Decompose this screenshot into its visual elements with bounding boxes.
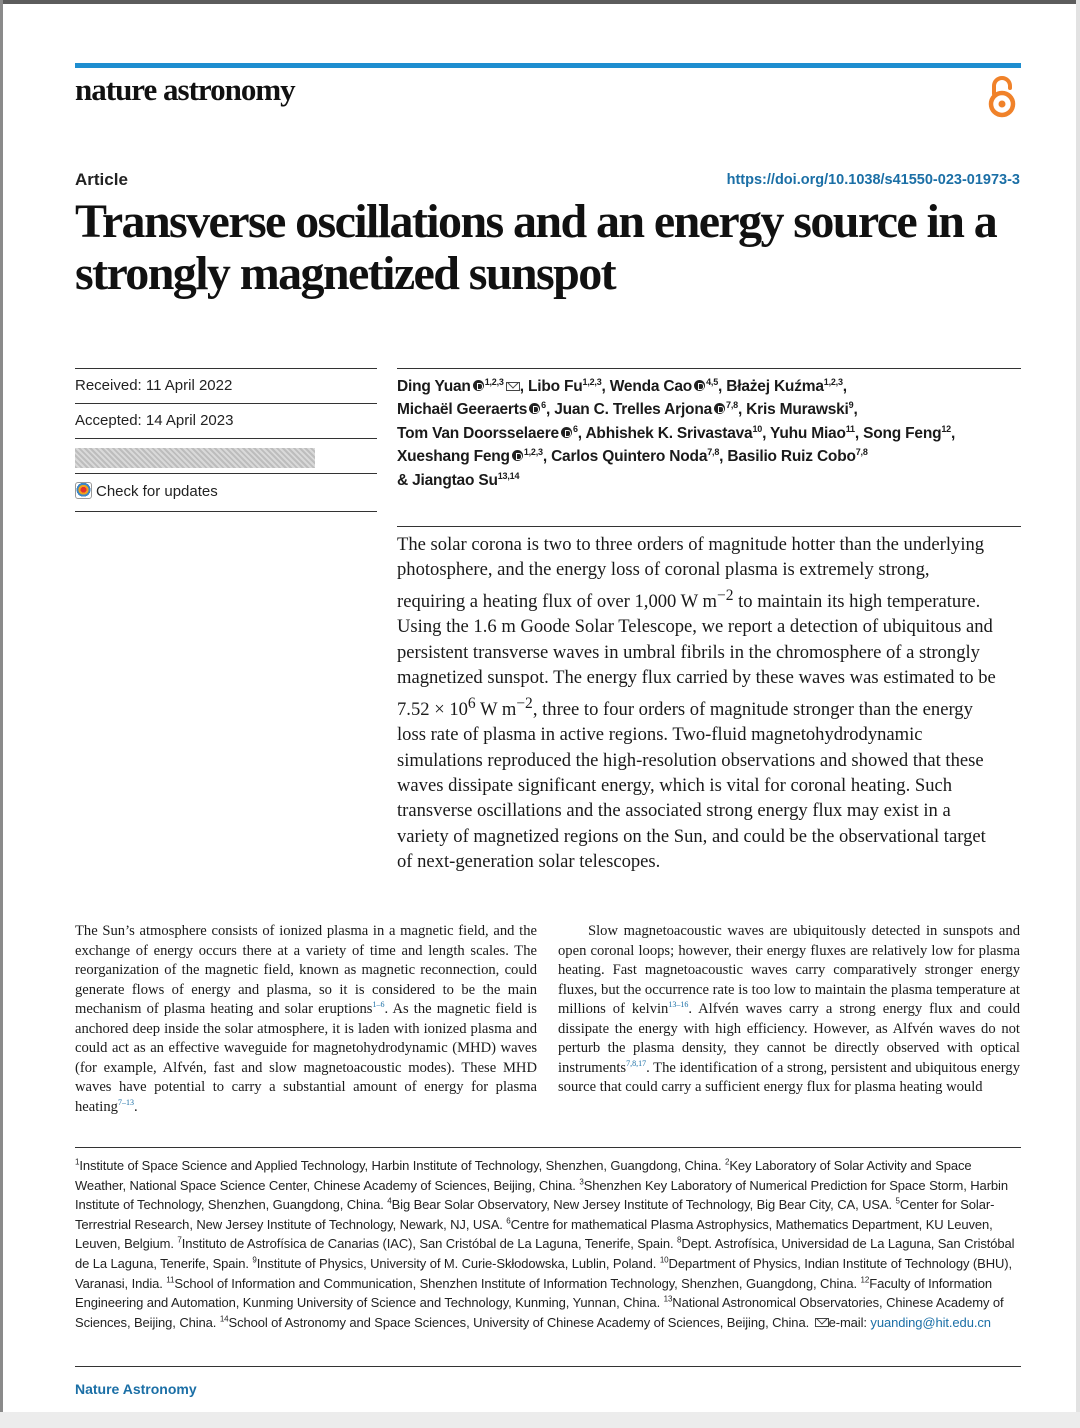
author-name[interactable]: Carlos Quintero Noda: [551, 448, 708, 466]
window-bottom-edge: [0, 1412, 1080, 1428]
reference-link[interactable]: 7–13: [117, 1097, 134, 1107]
author-affiliations: 6: [541, 400, 546, 411]
author-affiliations: 7,8: [707, 447, 720, 458]
author-affiliations: 10: [752, 423, 763, 434]
affiliation-text: Shenzhen Key Laboratory of Numerical Prediction for Space Storm, Harbin Institute of Technology, Shenzhen, Guangdong, China.: [75, 1177, 1008, 1213]
email-icon[interactable]: [506, 382, 520, 391]
affiliation-text: Department of Physics, Indian Institute of Technology (BHU), Varanasi, India.: [75, 1255, 1013, 1291]
author-name[interactable]: Wenda Cao: [609, 378, 693, 395]
author-name[interactable]: Michaël Geeraerts: [397, 401, 528, 419]
journal-accent-bar: [75, 63, 1021, 68]
author-name[interactable]: Ding Yuan: [397, 378, 471, 395]
author-affiliations: 7,8: [855, 447, 868, 458]
author-affiliations: 13,14: [497, 470, 520, 481]
affiliations: [75, 1156, 1021, 1332]
affiliation-number: 13: [663, 1294, 673, 1304]
check-for-updates[interactable]: [75, 473, 377, 512]
affiliation-number: 7: [177, 1236, 182, 1246]
author-name[interactable]: Yuhu Miao: [770, 424, 846, 442]
abstract-text: to maintain its high temperature. Using the 1.6 m Goode Solar Telescope, we report a detection of ubiquitous and persistent transverse waves in umbral fibrils in the chromosphere of a strongly magnetized sunspot. The energy flux carried by these waves was estimated to be 7.52 × 10: [397, 591, 996, 720]
window-right-edge: [1076, 0, 1080, 1428]
author-name[interactable]: Basilio Ruiz Cobo: [727, 448, 856, 466]
body-text: The Sun’s atmosphere consists of ionized plasma in a magnetic field, and the exchange of energy occurs there at a variety of time and length scales. The reorganization of the magnetic field, known as magnetic reconnection, could generate flows of energy and plasma, so it is considered to be the main mechanism of plasma heating and solar eruptions: [75, 923, 537, 1017]
affiliation-text: School of Astronomy and Space Sciences, University of Chinese Academy of Sciences, Beijing, China.: [228, 1314, 813, 1330]
abstract-text: The solar corona is two to three orders of magnitude hotter than the underlying photosphere, and the energy loss of coronal plasma is extremely strong, requiring a heating flux of over 1,000 W m: [397, 534, 985, 612]
author-name[interactable]: Song Feng: [863, 424, 942, 442]
affiliation-text: Dept. Astrofísica, Universidad de La Laguna, San Cristóbal de La Laguna, Tenerife, Spain.: [75, 1236, 1015, 1271]
affiliation-text: National Astronomical Observatories, Chinese Academy of Sciences, Beijing, China.: [75, 1295, 1004, 1330]
email-label: e-mail:: [828, 1314, 871, 1330]
author-name[interactable]: & Jiangtao Su: [397, 471, 498, 489]
author-affiliations: 1,2,3: [523, 447, 543, 458]
author-name[interactable]: Libo Fu: [527, 378, 583, 395]
affiliation-text: School of Information and Communication, Shenzhen Institute of Information Technology, Shenzhen, Guangdong, China.: [174, 1275, 861, 1291]
affiliation-number: 12: [860, 1275, 870, 1285]
body-text: Slow magnetoacoustic waves are ubiquitously detected in sunspots and open coronal loops; however, their energy fluxes are relatively low for plasma heating. Fast magnetoacoustic waves carry comparatively stronger energy fluxes, but the occurrence rate is too low to maintain the plasma temperature at millions of kelvin: [558, 923, 1020, 1017]
affiliation-text: Center for Solar-Terrestrial Research, New Jersey Institute of Technology, Newark, NJ, USA.: [75, 1197, 995, 1232]
author-affiliations: 6: [572, 423, 578, 434]
accepted-date: Accepted: 14 April 2023: [75, 403, 377, 438]
reference-link[interactable]: 13–16: [668, 1000, 689, 1010]
email-icon: [815, 1318, 829, 1327]
orcid-icon[interactable]: [512, 450, 523, 461]
affiliation-number: 4: [387, 1196, 392, 1206]
body-text: . As the magnetic field is anchored deep inside the solar atmosphere, it is laden with ionized plasma and could act as an effective waveguide for magnetohydrodynamic (MHD) waves (for example, Alfvén, fast and slow magnetoacoustic modes). These MHD waves have potential to carry a substantial amount of energy for plasma heating: [75, 1001, 537, 1115]
author-name[interactable]: Xueshang Feng: [397, 448, 510, 466]
orcid-icon[interactable]: [694, 380, 705, 391]
author-affiliations: 9: [848, 400, 854, 411]
window-top-edge: [0, 0, 1080, 4]
author-affiliations: 1,2,3: [484, 376, 504, 387]
abstract-rule: [397, 526, 1021, 527]
affiliation-number: 14: [219, 1314, 229, 1324]
affiliation-number: 9: [252, 1255, 257, 1265]
body-column-right: [558, 922, 1020, 1098]
author-name[interactable]: Juan C. Trelles Arjona: [554, 401, 713, 419]
affiliation-text: Instituto de Astrofísica de Canarias (IAC), San Cristóbal de La Laguna, Tenerife, Spain.: [181, 1236, 677, 1252]
published-date-row: [75, 438, 377, 473]
open-access-icon[interactable]: [986, 74, 1018, 120]
author-affiliations: 11: [845, 423, 855, 434]
authors-rule: [397, 368, 1021, 369]
author-affiliations: 4,5: [706, 376, 719, 387]
affiliation-text: Big Bear Solar Observatory, New Jersey Institute of Technology, Big Bear City, CA, USA.: [391, 1197, 896, 1213]
affiliation-text: Institute of Space Science and Applied Technology, Harbin Institute of Technology, Shenzhen, Guangdong, China.: [79, 1158, 725, 1173]
affiliation-number: 11: [166, 1275, 175, 1285]
body-text: . Alfvén waves carry a strong energy flux and could dissipate the energy with high efficiency. However, as Alfvén waves do not perturb the plasma density, they cannot be directly observed with optical instruments: [558, 1001, 1020, 1076]
affiliation-number: 10: [659, 1255, 669, 1265]
footer-rule: [75, 1366, 1021, 1367]
abstract-superscript: −2: [516, 694, 533, 712]
check-updates-icon: [75, 482, 92, 499]
affiliation-number: 5: [895, 1196, 900, 1206]
affiliation-text: Centre for mathematical Plasma Astrophysics, Mathematics Department, KU Leuven, Leuven, Belgium.: [75, 1216, 993, 1252]
affiliation-number: 6: [506, 1216, 511, 1226]
reference-link[interactable]: 7,8,17: [626, 1058, 647, 1068]
window-left-edge: [0, 0, 3, 1428]
author-affiliations: 1,2,3: [823, 376, 843, 387]
body-text: .: [133, 1098, 138, 1115]
affiliation-text: Institute of Physics, University of M. Curie-Skłodowska, Lublin, Poland.: [256, 1255, 660, 1271]
abstract-superscript: −2: [716, 586, 734, 604]
affiliation-number: 1: [75, 1157, 80, 1167]
author-name[interactable]: Kris Murawski: [746, 401, 849, 419]
body-column-left: [75, 922, 537, 1117]
affiliation-text: Faculty of Information Engineering and Automation, Kunming University of Science and Technology, Kunming, Yunnan, China.: [75, 1275, 993, 1311]
footer-journal[interactable]: Nature Astronomy: [75, 1381, 197, 1397]
author-name[interactable]: Abhishek K. Srivastava: [585, 424, 753, 442]
orcid-icon[interactable]: [714, 403, 725, 414]
email-link[interactable]: yuanding@hit.edu.cn: [870, 1314, 991, 1330]
reference-link[interactable]: 1–6: [372, 1000, 385, 1010]
orcid-icon[interactable]: [561, 427, 572, 438]
journal-name[interactable]: nature astronomy: [75, 72, 295, 107]
author-affiliations: 1,2,3: [582, 376, 602, 387]
abstract-text: , three to four orders of magnitude stronger than the energy loss rate of plasma in active regions. Two-fluid magnetohydrodynamic simulations reproduced the high-resolution observations and showed that these waves dissipate significant energy, which is vital for coronal heating. Such transverse oscillations and the associated strong energy flux may exist in a variety of magnetized regions on the Sun, and could be the observational target of next-generation solar telescopes.: [397, 698, 986, 873]
check-updates-label: Check for updates: [96, 483, 218, 500]
orcid-icon[interactable]: [473, 380, 484, 391]
abstract-superscript: 6: [467, 694, 476, 712]
doi-link[interactable]: https://doi.org/10.1038/s41550-023-01973-3: [726, 172, 1020, 188]
author-list: Ding Yuan $^{1,2,3}$ , Libo Fu$^{1,2,3}$, Wenda Cao $^{4,5}$, Błażej Kuźma$^{1,2,3}$, Michaël Geeraerts $^6$, Juan C. Trelles Arjona $^{7,8}$, Kris Murawski$^9$, Tom Van Doorsselaere $^6$, Abhishek K. Srivastava$^{10}$, Yuhu Miao$^{11}$, Song Feng$^{12}$, Xueshang Feng $^{1,2,3}$, Carlos Quintero Noda$^{7,8}$, Basilio Ruiz Cobo$^{7,8}$ & Jiangtao Su$^{13,14}$: [397, 376, 956, 489]
affiliation-text: Key Laboratory of Solar Activity and Space Weather, National Space Science Center, Chinese Academy of Sciences, Beijing, China.: [75, 1158, 972, 1193]
footnotes-rule: [75, 1147, 1021, 1148]
affiliation-number: 2: [724, 1157, 730, 1167]
abstract-text: W m: [475, 698, 517, 720]
affiliation-number: 3: [579, 1177, 584, 1187]
body-text: . The identification of a strong, persistent and ubiquitous energy source that could carry a sufficient energy flux for plasma heating would: [558, 1059, 1020, 1095]
article-title: Transverse oscillations and an energy source in a strongly magnetized sunspot: [75, 195, 997, 300]
abstract: [397, 532, 997, 875]
author-affiliations: 12: [941, 423, 951, 434]
redacted-published-date: [75, 448, 315, 468]
article-meta: [75, 368, 377, 512]
orcid-icon[interactable]: [529, 403, 540, 414]
article-type: Article: [75, 170, 128, 189]
author-name[interactable]: Tom Van Doorsselaere: [397, 424, 559, 442]
affiliation-number: 8: [677, 1236, 682, 1246]
author-name[interactable]: Błażej Kuźma: [726, 378, 824, 395]
received-date: Received: 11 April 2022: [75, 368, 377, 403]
author-affiliations: 7,8: [726, 400, 738, 411]
